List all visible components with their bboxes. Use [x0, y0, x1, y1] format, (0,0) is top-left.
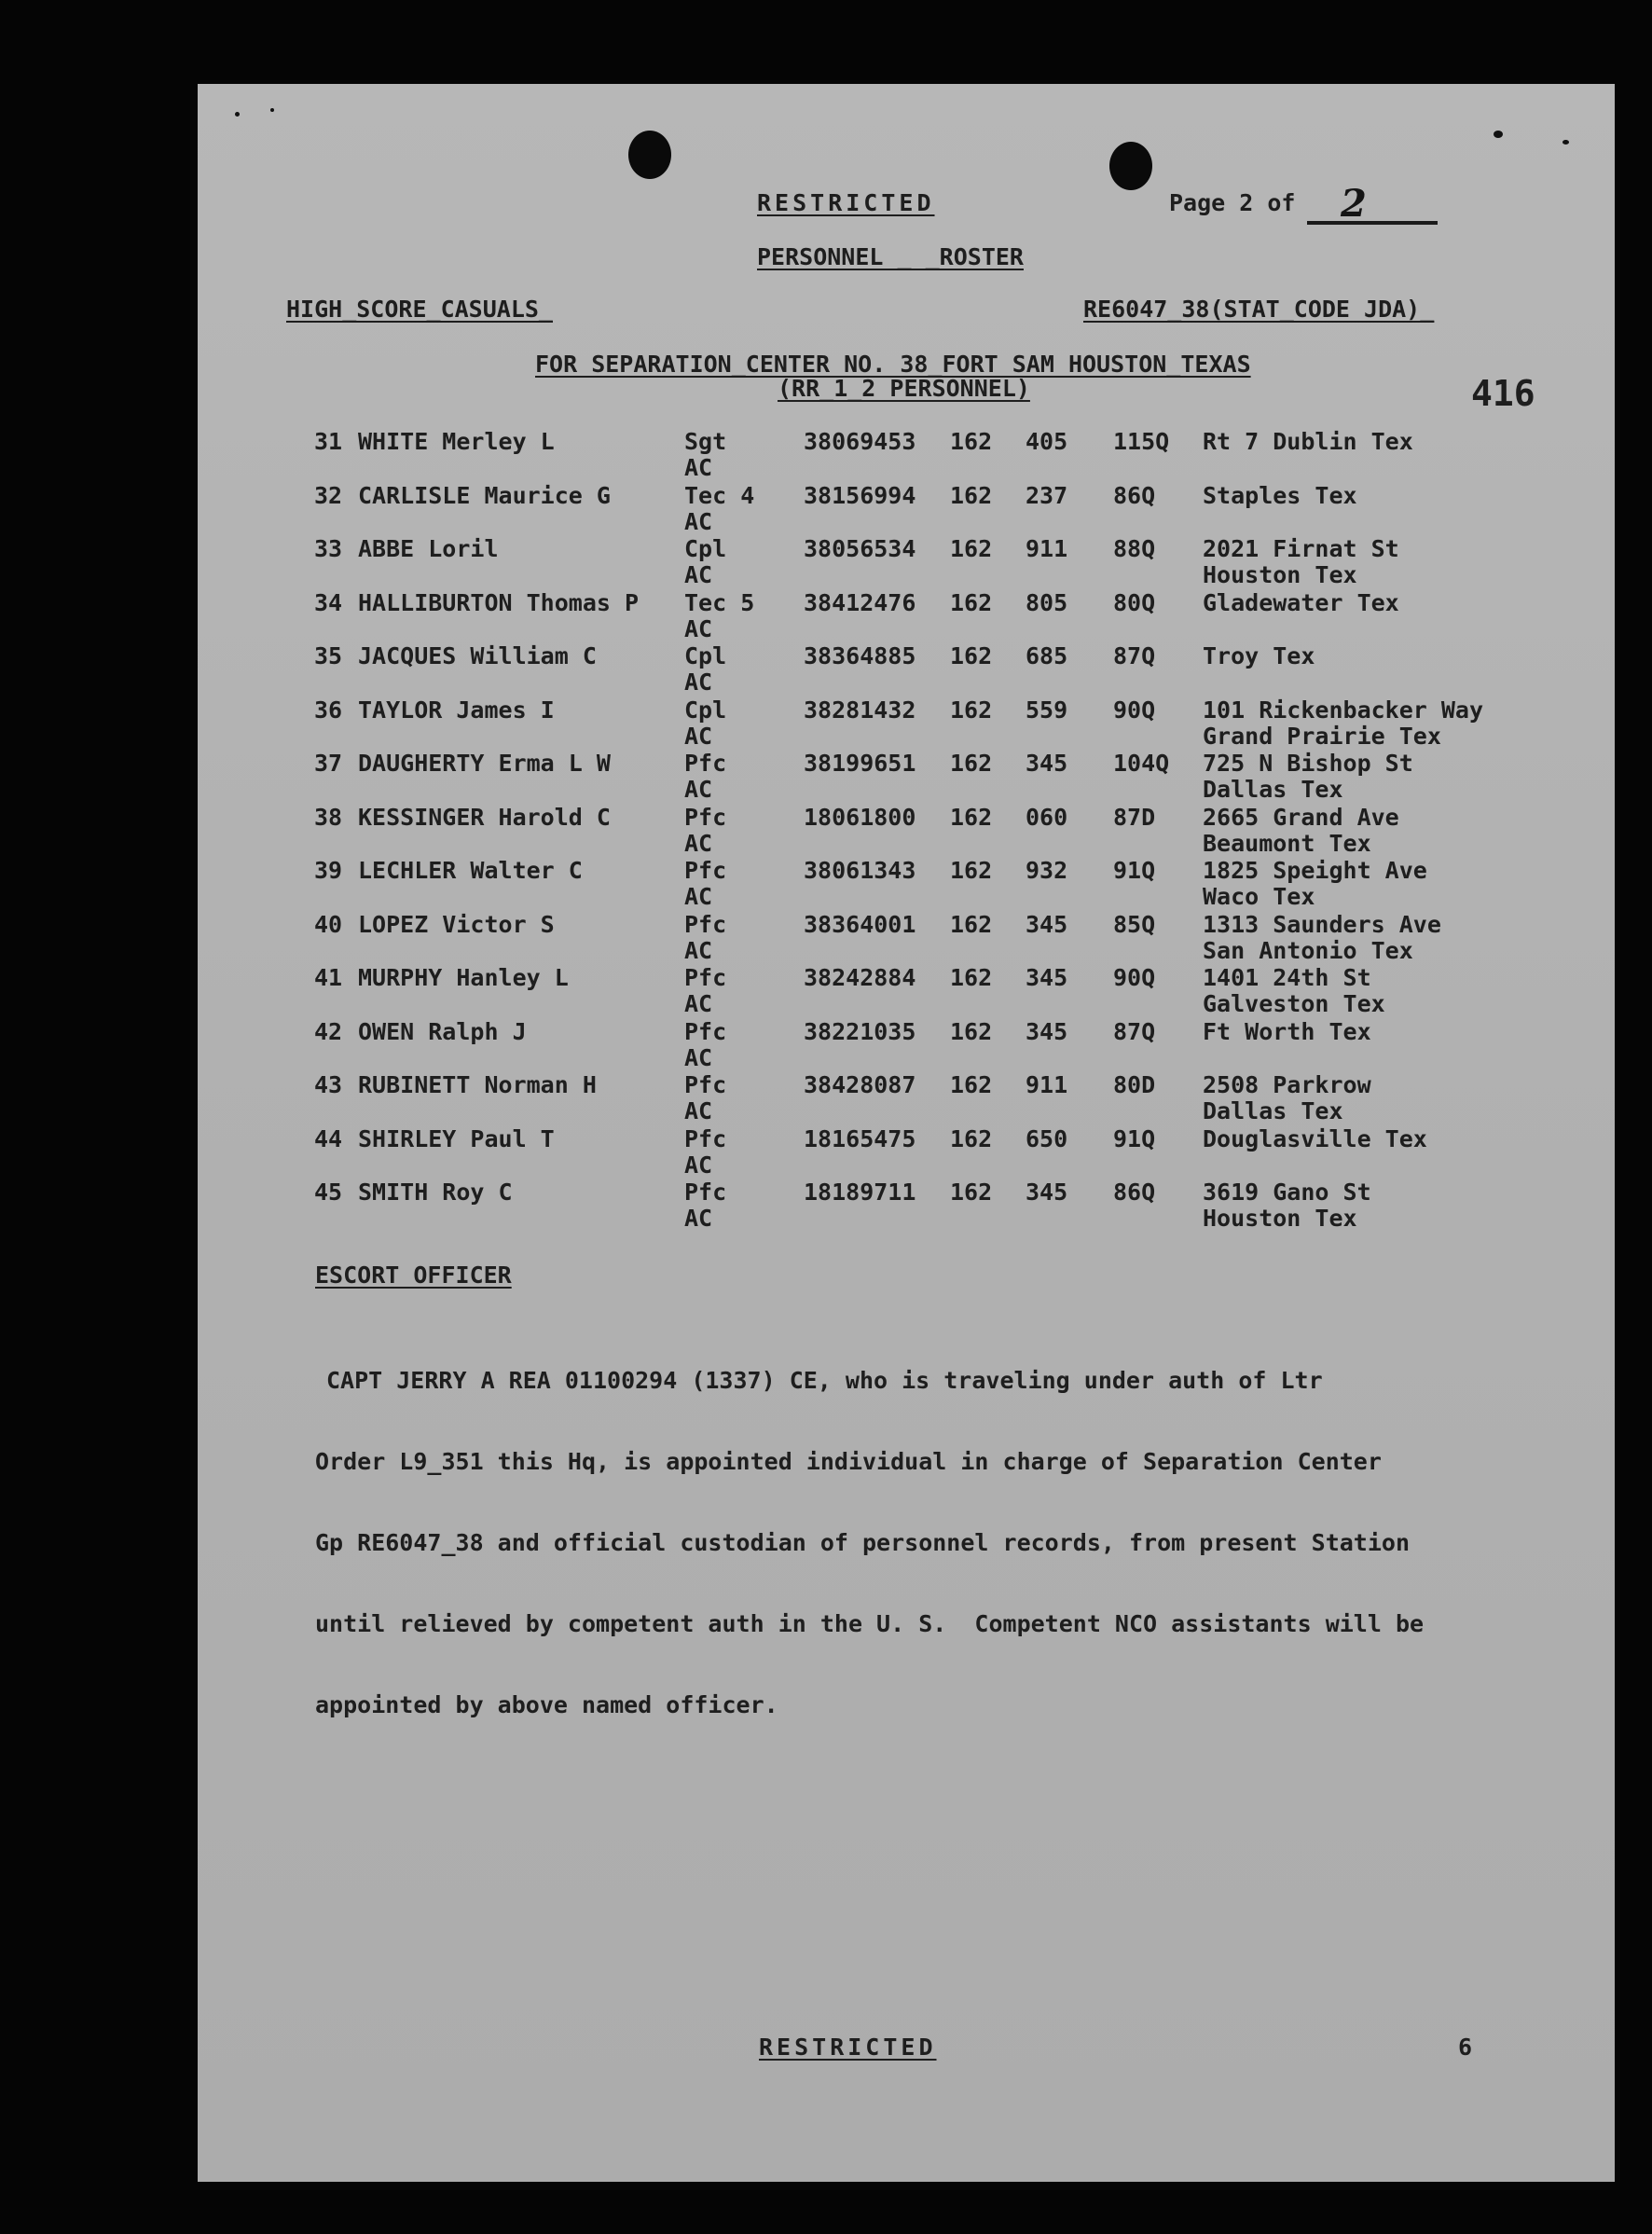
roster-name: WHITE Merley L	[358, 428, 555, 455]
roster-score: 90Q	[1113, 696, 1156, 724]
roster-rank: Tec 5	[684, 588, 755, 616]
escort-line: CAPT JERRY A REA 01100294 (1337) CE, who is traveling under auth of Ltr	[326, 1367, 1323, 1394]
roster-row	[198, 429, 1615, 482]
roster-number: 36	[314, 696, 343, 724]
escort-line: until relieved by competent auth in the U. S. Competent NCO assistants will be	[315, 1610, 1425, 1637]
destination-line-2: (RR_1_2 PERSONNEL)	[778, 375, 1030, 402]
roster-serial: 38364001	[804, 910, 916, 938]
roster-name: CARLISLE Maurice G	[358, 481, 611, 509]
roster-name: RUBINETT Norman H	[358, 1071, 597, 1098]
roster-rank: Pfc	[684, 1124, 727, 1152]
roster-position: 345	[1026, 964, 1068, 991]
roster-position: 685	[1026, 642, 1068, 669]
roster-row	[198, 1126, 1615, 1179]
roster-arm: AC	[684, 561, 713, 588]
roster-address-line2: Beaumont Tex	[1203, 829, 1371, 857]
roster-serial: 38428087	[804, 1071, 916, 1098]
roster-address-line2: Waco Tex	[1203, 883, 1315, 910]
roster-serial: 38061343	[804, 857, 916, 884]
roster-number: 43	[314, 1071, 343, 1098]
roster-row	[198, 643, 1615, 696]
roster-mos: 162	[950, 642, 993, 669]
roster-address-line1: Troy Tex	[1203, 642, 1315, 669]
roster-arm: AC	[684, 1205, 713, 1232]
roster-name: SHIRLEY Paul T	[358, 1124, 555, 1152]
roster-name: HALLIBURTON Thomas P	[358, 588, 640, 616]
roster-row	[198, 965, 1615, 1018]
roster-mos: 162	[950, 803, 993, 831]
roster-name: OWEN Ralph J	[358, 1017, 527, 1045]
roster-number: 44	[314, 1124, 343, 1152]
roster-rank: Cpl	[684, 535, 727, 562]
roster-number: 42	[314, 1017, 343, 1045]
roster-address-line2: Houston Tex	[1203, 561, 1357, 588]
roster-row	[198, 805, 1615, 858]
classification-top: RESTRICTED	[757, 189, 935, 216]
roster-number: 33	[314, 535, 343, 562]
roster-mos: 162	[950, 1071, 993, 1098]
roster-arm: AC	[684, 1151, 713, 1179]
roster-position: 345	[1026, 1179, 1068, 1206]
roster-mos: 162	[950, 481, 993, 509]
roster-score: 80Q	[1113, 588, 1156, 616]
roster-rank: Pfc	[684, 750, 727, 777]
roster-arm: AC	[684, 722, 713, 750]
speck	[1563, 140, 1569, 145]
destination-line-1: FOR SEPARATION_CENTER NO. 38_FORT SAM HOUSTON_TEXAS	[535, 351, 1251, 378]
roster-score: 91Q	[1113, 1124, 1156, 1152]
roster-serial: 18061800	[804, 803, 916, 831]
roster-number: 45	[314, 1179, 343, 1206]
roster-arm: AC	[684, 669, 713, 696]
roster-rank: Pfc	[684, 1071, 727, 1098]
roster-position: 805	[1026, 588, 1068, 616]
roster-score: 86Q	[1113, 481, 1156, 509]
roster-number: 39	[314, 857, 343, 884]
escort-line: Gp RE6047_38 and official custodian of personnel records, from present Station	[315, 1529, 1410, 1556]
document-page	[198, 84, 1615, 2182]
roster-row	[198, 483, 1615, 536]
roster-rank: Pfc	[684, 803, 727, 831]
punch-hole-left	[628, 131, 671, 179]
roster-mos: 162	[950, 964, 993, 991]
roster-arm: AC	[684, 936, 713, 964]
roster-serial: 38364885	[804, 642, 916, 669]
roster-mos: 162	[950, 857, 993, 884]
roster-address-line1: 1825 Speight Ave	[1203, 857, 1427, 884]
roster-address-line2: Dallas Tex	[1203, 1097, 1343, 1124]
escort-line: appointed by above named officer.	[315, 1691, 778, 1718]
roster-address-line1: Gladewater Tex	[1203, 588, 1399, 616]
roster-address-line1: Ft Worth Tex	[1203, 1017, 1371, 1045]
roster-address-line2: Grand Prairie Tex	[1203, 722, 1441, 750]
roster-arm: AC	[684, 829, 713, 857]
roster-score: 115Q	[1113, 428, 1170, 455]
roster-position: 345	[1026, 750, 1068, 777]
roster-address-line1: Douglasville Tex	[1203, 1124, 1427, 1152]
roster-position: 650	[1026, 1124, 1068, 1152]
roster-rank: Cpl	[684, 642, 727, 669]
roster-row	[198, 751, 1615, 804]
roster-position: 911	[1026, 535, 1068, 562]
roster-address-line1: 1313 Saunders Ave	[1203, 910, 1441, 938]
roster-position: 060	[1026, 803, 1068, 831]
roster-arm: AC	[684, 507, 713, 535]
roster-rank: Sgt	[684, 428, 727, 455]
roster-position: 932	[1026, 857, 1068, 884]
speck	[1494, 131, 1503, 138]
roster-name: JACQUES William C	[358, 642, 597, 669]
corner-mark: 6	[1458, 2034, 1473, 2061]
roster-score: 80D	[1113, 1071, 1156, 1098]
roster-rank: Pfc	[684, 1179, 727, 1206]
roster-score: 86Q	[1113, 1179, 1156, 1206]
roster-address-line1: 2508 Parkrow	[1203, 1071, 1371, 1098]
roster-score: 85Q	[1113, 910, 1156, 938]
roster-address-line1: Staples Tex	[1203, 481, 1357, 509]
roster-row	[198, 697, 1615, 751]
roster-mos: 162	[950, 588, 993, 616]
roster-number: 37	[314, 750, 343, 777]
roster-position: 911	[1026, 1071, 1068, 1098]
roster-mos: 162	[950, 910, 993, 938]
roster-name: TAYLOR James I	[358, 696, 555, 724]
roster-arm: AC	[684, 883, 713, 910]
roster-mos: 162	[950, 750, 993, 777]
escort-paragraph	[315, 1313, 1620, 1772]
page-label: Page 2 of	[1169, 189, 1296, 216]
roster-arm: AC	[684, 776, 713, 803]
roster-name: MURPHY Hanley L	[358, 964, 569, 991]
roster-row	[198, 1019, 1615, 1072]
roster-rank: Pfc	[684, 857, 727, 884]
roster-name: LOPEZ Victor S	[358, 910, 555, 938]
page-total-handwritten: 2	[1307, 187, 1438, 225]
roster-position: 237	[1026, 481, 1068, 509]
roster-address-line1: 3619 Gano St	[1203, 1179, 1371, 1206]
roster-arm: AC	[684, 614, 713, 642]
roster-row	[198, 536, 1615, 589]
roster-address-line2: Galveston Tex	[1203, 990, 1385, 1017]
roster-score: 90Q	[1113, 964, 1156, 991]
roster-address-line2: San Antonio Tex	[1203, 936, 1413, 964]
roster-arm: AC	[684, 1097, 713, 1124]
roster-number: 40	[314, 910, 343, 938]
roster-address-line1: 725 N Bishop St	[1203, 750, 1413, 777]
roster-name: KESSINGER Harold C	[358, 803, 611, 831]
roster-mos: 162	[950, 1179, 993, 1206]
roster-score: 87D	[1113, 803, 1156, 831]
roster-score: 104Q	[1113, 750, 1170, 777]
roster-number: 35	[314, 642, 343, 669]
roster-score: 88Q	[1113, 535, 1156, 562]
roster-number: 38	[314, 803, 343, 831]
speck	[270, 108, 274, 112]
roster-address-line1: 1401 24th St	[1203, 964, 1371, 991]
roster-mos: 162	[950, 696, 993, 724]
roster-address-line1: 101 Rickenbacker Way	[1203, 696, 1484, 724]
roster-serial: 38221035	[804, 1017, 916, 1045]
roster-rank: Tec 4	[684, 481, 755, 509]
roster-number: 31	[314, 428, 343, 455]
roster-rank: Pfc	[684, 910, 727, 938]
roster-address-line2: Dallas Tex	[1203, 776, 1343, 803]
roster-position: 345	[1026, 1017, 1068, 1045]
roster-row	[198, 858, 1615, 911]
roster-row	[198, 1072, 1615, 1125]
roster-serial: 38242884	[804, 964, 916, 991]
roster-position: 405	[1026, 428, 1068, 455]
unit-left: HIGH_SCORE_CASUALS_	[286, 296, 553, 323]
roster-position: 345	[1026, 910, 1068, 938]
roster-row	[198, 912, 1615, 965]
roster-serial: 38056534	[804, 535, 916, 562]
roster-number: 34	[314, 588, 343, 616]
roster-address-line2: Houston Tex	[1203, 1205, 1357, 1232]
roster-serial: 38069453	[804, 428, 916, 455]
roster-mos: 162	[950, 1017, 993, 1045]
escort-line: Order L9_351 this Hq, is appointed individual in charge of Separation Center	[315, 1448, 1382, 1475]
roster-address-line1: 2021 Firnat St	[1203, 535, 1399, 562]
roster-address-line1: Rt 7 Dublin Tex	[1203, 428, 1413, 455]
classification-bottom: RESTRICTED	[759, 2034, 937, 2061]
roster-arm: AC	[684, 454, 713, 481]
roster-arm: AC	[684, 990, 713, 1017]
roster-name: SMITH Roy C	[358, 1179, 513, 1206]
roster-score: 91Q	[1113, 857, 1156, 884]
roster-score: 87Q	[1113, 1017, 1156, 1045]
roster-serial: 18165475	[804, 1124, 916, 1152]
roster-mos: 162	[950, 535, 993, 562]
roster-number: 41	[314, 964, 343, 991]
roster-address-line1: 2665 Grand Ave	[1203, 803, 1399, 831]
roster-name: DAUGHERTY Erma L W	[358, 750, 611, 777]
roster-serial: 18189711	[804, 1179, 916, 1206]
roster-rank: Cpl	[684, 696, 727, 724]
roster-rank: Pfc	[684, 1017, 727, 1045]
roster-row	[198, 1179, 1615, 1233]
roster-serial: 38412476	[804, 588, 916, 616]
roster-score: 87Q	[1113, 642, 1156, 669]
roster-mos: 162	[950, 428, 993, 455]
punch-hole-right	[1109, 142, 1152, 190]
unit-right: RE6047_38(STAT_CODE JDA)_	[1083, 296, 1435, 323]
roster-name: LECHLER Walter C	[358, 857, 583, 884]
speck	[235, 112, 240, 117]
roster-serial: 38156994	[804, 481, 916, 509]
escort-heading: ESCORT OFFICER	[315, 1262, 512, 1289]
stamped-number: 416	[1471, 373, 1535, 414]
roster-title: PERSONNEL _ _ROSTER	[757, 243, 1024, 270]
roster-serial: 38281432	[804, 696, 916, 724]
roster-mos: 162	[950, 1124, 993, 1152]
roster-row	[198, 590, 1615, 643]
roster-position: 559	[1026, 696, 1068, 724]
roster-serial: 38199651	[804, 750, 916, 777]
roster-arm: AC	[684, 1043, 713, 1071]
roster-name: ABBE Loril	[358, 535, 499, 562]
roster-number: 32	[314, 481, 343, 509]
roster-rank: Pfc	[684, 964, 727, 991]
